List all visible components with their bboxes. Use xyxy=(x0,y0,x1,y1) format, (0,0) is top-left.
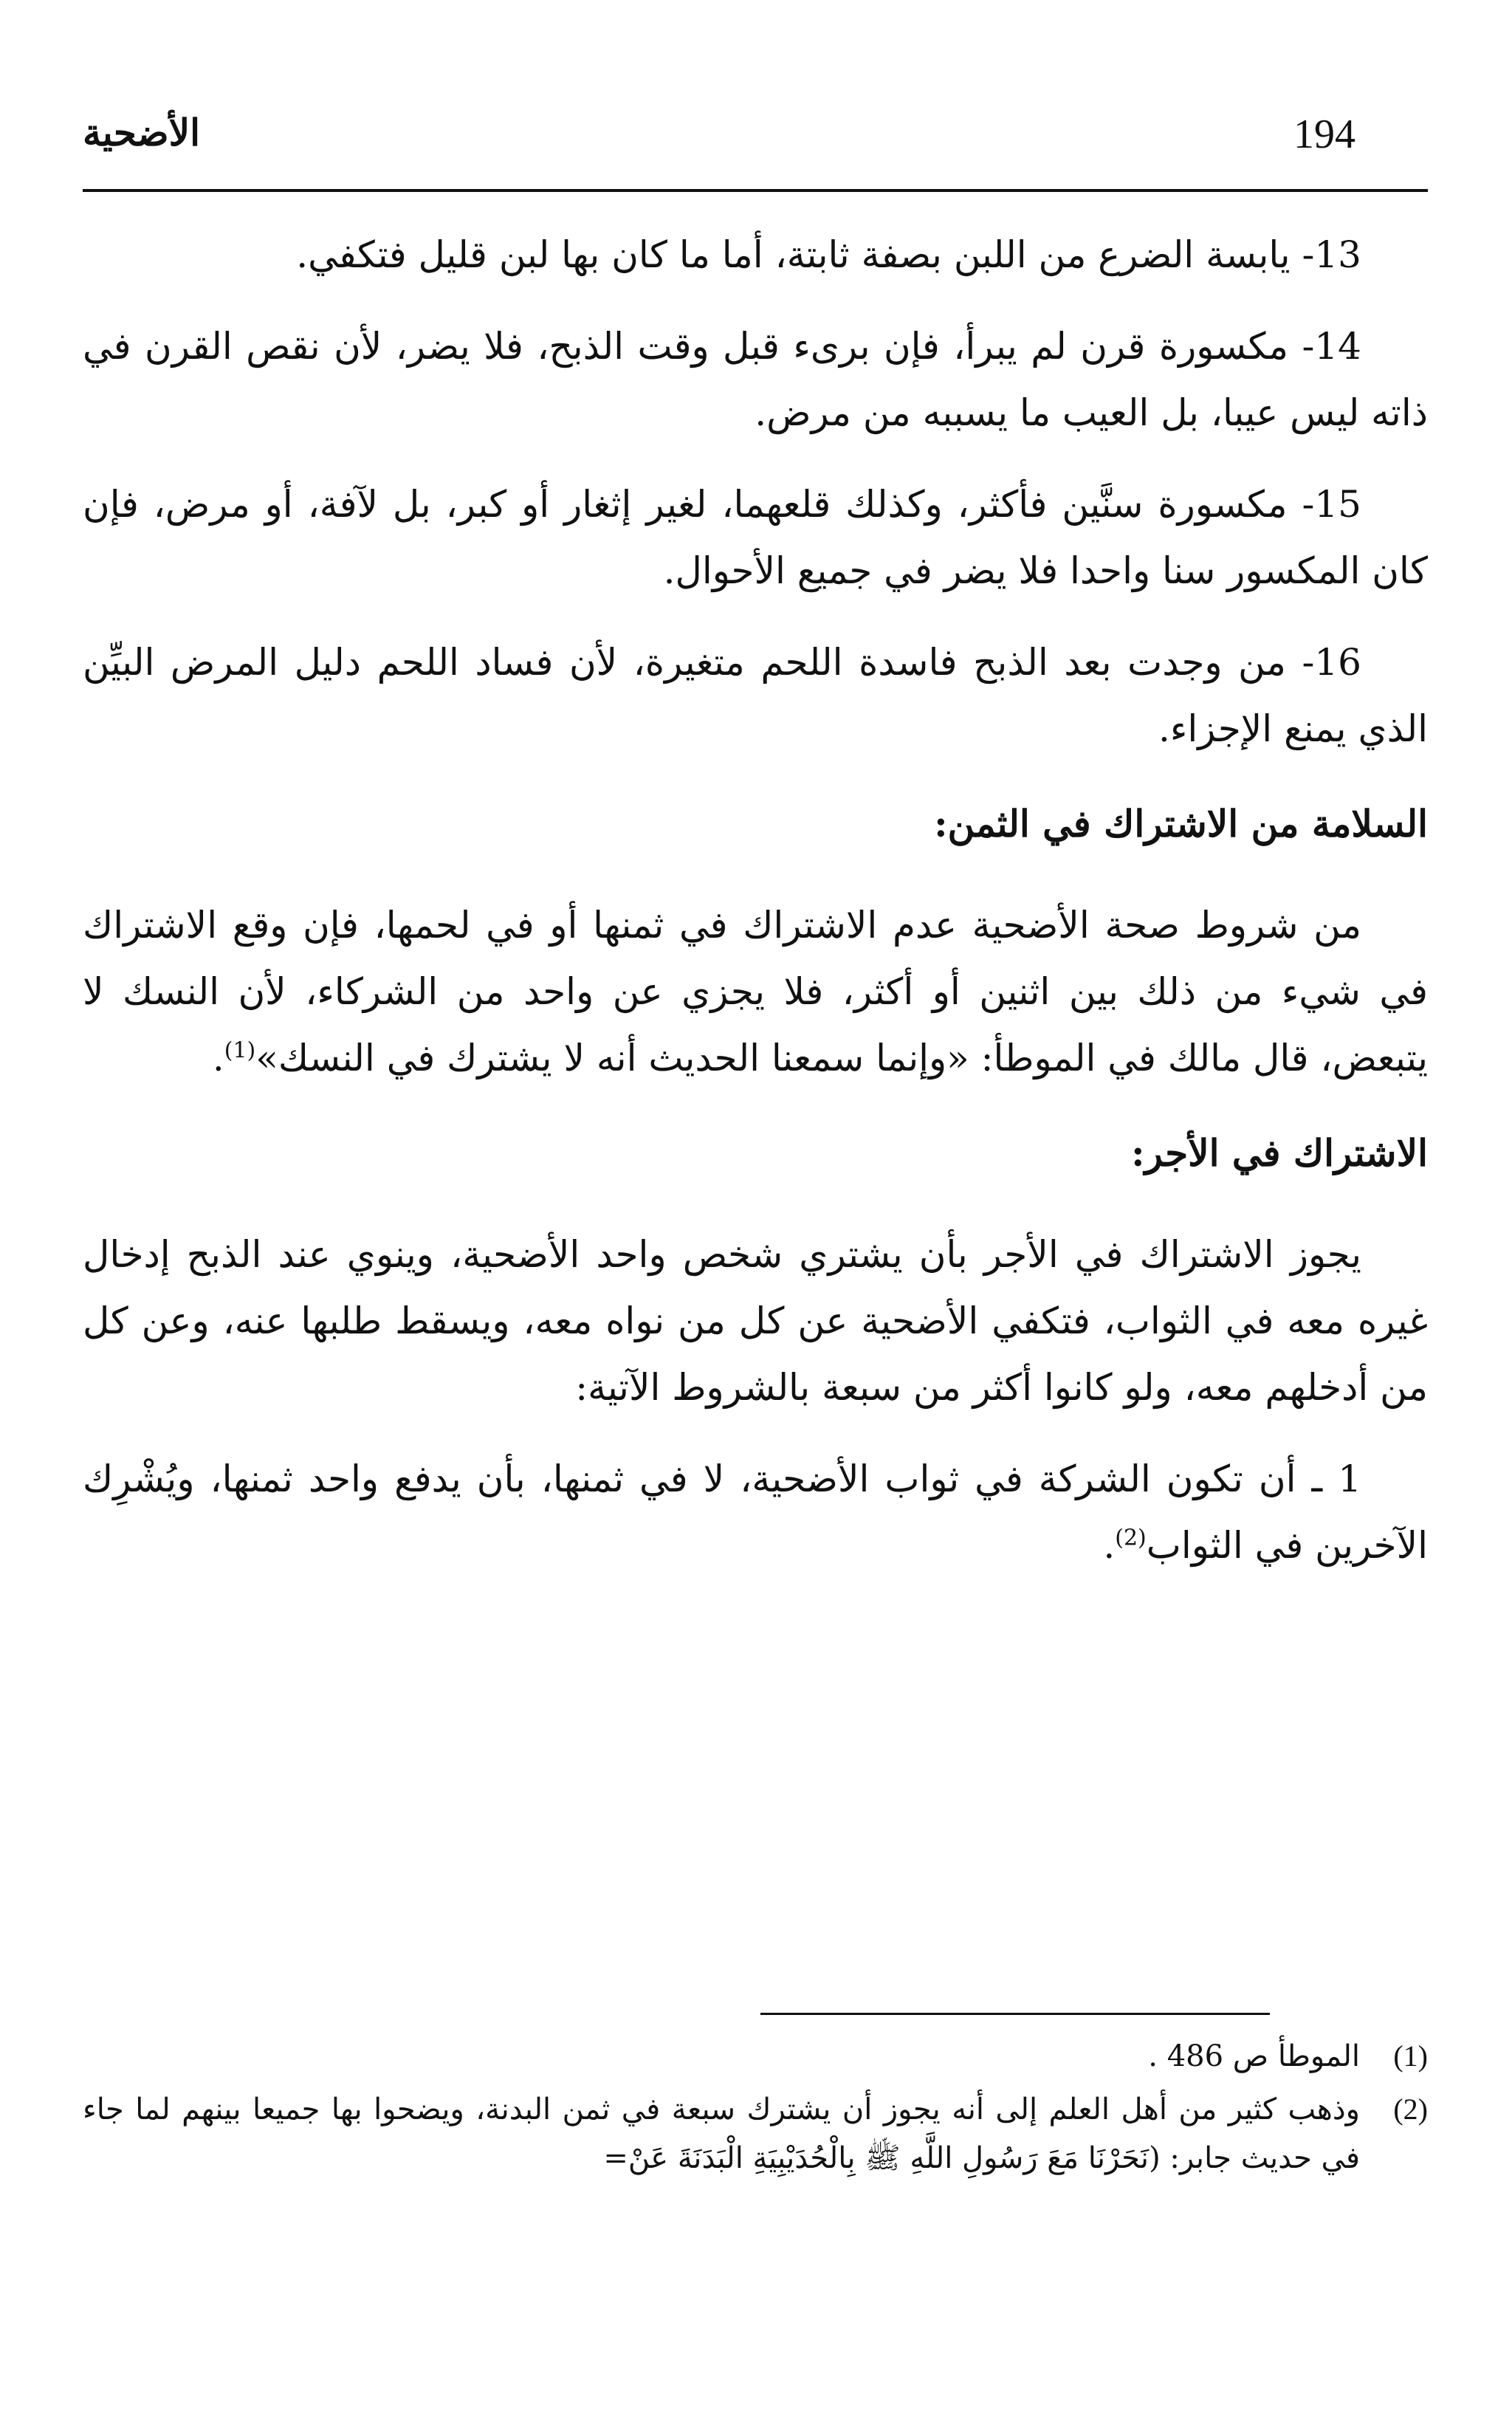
footnote-ref-2[interactable]: (2) xyxy=(1115,1525,1147,1551)
list-item-14: 14- مكسورة قرن لم يبرأ، فإن برىء قبل وقت الذبح، فلا يضر، لأن نقص القرن في ذاته ليس عيبا، بل العيب ما يسببه من مرض. xyxy=(83,325,1428,434)
footnote-divider xyxy=(760,2013,1270,2015)
page-number: 194 xyxy=(1293,111,1355,157)
footnote-2 xyxy=(83,2085,1428,2183)
footnote-marker: (2) xyxy=(1393,2093,1428,2126)
condition-end: . xyxy=(1103,1524,1116,1567)
running-header xyxy=(83,103,1428,177)
section-heading-reward-partnership: الاشتراك في الأجر: xyxy=(1131,1131,1428,1175)
list-item-16: 16- من وجدت بعد الذبح فاسدة اللحم متغيرة، لأن فساد اللحم دليل المرض البيِّن الذي يمنع الإجزاء. xyxy=(83,641,1428,750)
paragraph-reward-partnership: يجوز الاشتراك في الأجر بأن يشتري شخص واحد الأضحية، وينوي عند الذبح إدخال غيره معه في الثواب، فتكفي الأضحية عن كل من نواه معه، ويسقط طلبها عنه، وعن كل من أدخلهم معه، ولو كانوا أكثر من سبعة بالشروط الآتية: xyxy=(83,1233,1428,1409)
footnote-ref-1[interactable]: (1) xyxy=(224,1037,256,1064)
list-item-15: 15- مكسورة سنَّين فأكثر، وكذلك قلعهما، لغير إثغار أو كبر، بل لآفة، أو مرض، فإن كان المكسور سنا واحدا فلا يضر في جميع الأحوال. xyxy=(83,483,1428,592)
paragraph-price-partnership xyxy=(83,892,1428,1091)
footnote-marker: (1) xyxy=(1393,2039,1428,2073)
footnotes xyxy=(83,2032,1428,2187)
list-item-13: 13- يابسة الضرع من اللبن بصفة ثابتة، أما ما كان بها لبن قليل فتكفي. xyxy=(296,233,1361,276)
condition-item-1 xyxy=(83,1446,1428,1579)
header-divider xyxy=(83,189,1428,192)
section-heading-price-partnership: السلامة من الاشتراك في الثمن: xyxy=(934,802,1428,845)
paragraph-end: . xyxy=(212,1037,224,1079)
main-text xyxy=(83,222,1428,1604)
footnote-text: الموطأ ص 486 . xyxy=(1148,2039,1360,2073)
footnote-1 xyxy=(83,2032,1428,2081)
running-title: الأضحية xyxy=(83,111,201,154)
condition-text: 1 ـ أن تكون الشركة في ثواب الأضحية، لا في ثمنها، بأن يدفع واحد ثمنها، ويُشْرِك الآخرين في الثواب xyxy=(83,1458,1428,1567)
footnote-text: وذهب كثير من أهل العلم إلى أنه يجوز أن يشترك سبعة في ثمن البدنة، ويضحوا بها جميعا بينهم لما جاء في حديث جابر: (نَحَرْنَا مَعَ رَسُولِ اللَّهِ ﷺ بِالْحُدَيْبِيَةِ الْبَدَنَةَ عَنْ= xyxy=(83,2093,1360,2175)
paragraph-text: من شروط صحة الأضحية عدم الاشتراك في ثمنها أو في لحمها، فإن وقع الاشتراك في شيء من ذلك بين اثنين أو أكثر، فلا يجزي عن واحد من الشركاء، لأن النسك لا يتبعض، قال مالك في الموطأ: «وإنما سمعنا الحديث أنه لا يشترك في النسك» xyxy=(83,904,1428,1079)
